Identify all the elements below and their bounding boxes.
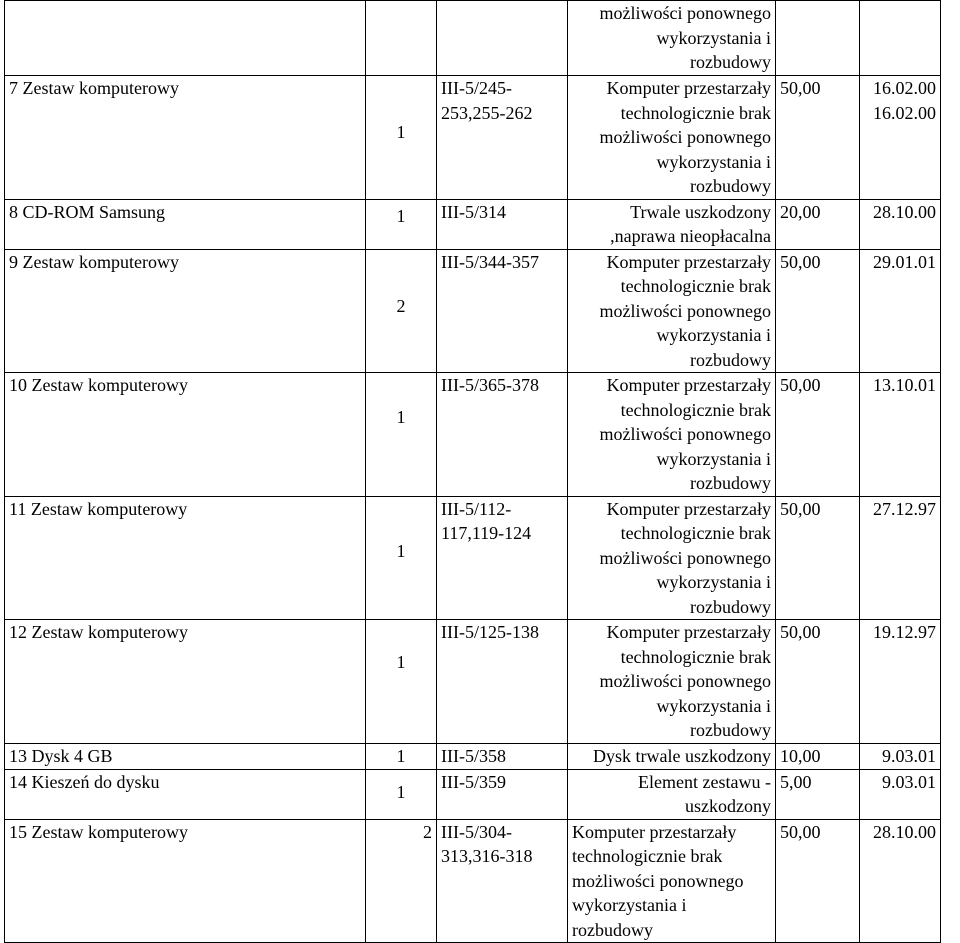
description-line: wykorzystania i bbox=[656, 448, 771, 469]
inventory-number: 313,316-318 bbox=[441, 846, 533, 866]
cell-date bbox=[860, 76, 941, 200]
cell-date bbox=[860, 496, 941, 620]
description-line: Trwale uszkodzony bbox=[630, 201, 771, 222]
cell-name bbox=[5, 769, 366, 819]
cell-date bbox=[860, 819, 941, 943]
item-name: 9 Zestaw komputerowy bbox=[9, 251, 179, 272]
table-row bbox=[5, 373, 941, 497]
item-quantity: 1 bbox=[396, 407, 406, 427]
cell-qty bbox=[366, 373, 437, 497]
cell-qty bbox=[366, 76, 437, 200]
cell-qty bbox=[366, 769, 437, 819]
item-name: 15 Zestaw komputerowy bbox=[9, 821, 188, 842]
document-page bbox=[4, 0, 941, 943]
cell-name bbox=[5, 620, 366, 744]
table-row bbox=[5, 496, 941, 620]
item-name: 13 Dysk 4 GB bbox=[9, 745, 113, 766]
disposal-table bbox=[4, 0, 941, 943]
table-row bbox=[5, 249, 941, 373]
inventory-number: III-5/359 bbox=[441, 771, 506, 792]
table-body bbox=[5, 1, 941, 943]
inventory-number: III-5/304- bbox=[441, 821, 512, 842]
cell-value bbox=[776, 496, 860, 620]
cell-inventory bbox=[437, 769, 568, 819]
inventory-number: 253,255-262 bbox=[441, 102, 533, 123]
description-line: możliwości ponownego bbox=[599, 3, 771, 23]
cell-value bbox=[776, 620, 860, 744]
cell-date bbox=[860, 769, 941, 819]
item-value: 50,00 bbox=[780, 78, 821, 98]
item-value: 5,00 bbox=[780, 771, 812, 792]
cell-date bbox=[860, 249, 941, 373]
table-row bbox=[5, 199, 941, 249]
item-name: 12 Zestaw komputerowy bbox=[9, 622, 188, 642]
item-value: 50,00 bbox=[780, 251, 821, 272]
cell-qty bbox=[366, 743, 437, 769]
description-line: rozbudowy bbox=[690, 176, 771, 196]
item-value: 50,00 bbox=[780, 821, 821, 842]
cell-date bbox=[860, 199, 941, 249]
cell-date bbox=[860, 1, 941, 76]
item-name: 8 CD-ROM Samsung bbox=[9, 201, 166, 222]
cell-inventory bbox=[437, 199, 568, 249]
description-line: technologicznie brak bbox=[620, 102, 771, 123]
cell-description bbox=[568, 199, 776, 249]
description-line: wykorzystania i bbox=[656, 27, 771, 48]
cell-inventory bbox=[437, 1, 568, 76]
cell-name bbox=[5, 199, 366, 249]
item-date: 28.10.00 bbox=[873, 821, 936, 842]
item-date: 19.12.97 bbox=[873, 622, 936, 642]
item-date: 9.03.01 bbox=[882, 745, 936, 766]
description-line: możliwości ponownego bbox=[599, 127, 771, 147]
cell-name bbox=[5, 496, 366, 620]
description-line: rozbudowy bbox=[690, 596, 771, 617]
cell-inventory bbox=[437, 76, 568, 200]
description-line: Dysk trwale uszkodzony bbox=[593, 745, 771, 766]
cell-value bbox=[776, 1, 860, 76]
description-line: rozbudowy bbox=[690, 349, 771, 370]
item-date: 16.02.00 bbox=[873, 78, 936, 98]
description-line: wykorzystania i bbox=[656, 572, 771, 592]
item-date: 9.03.01 bbox=[882, 771, 936, 792]
cell-value bbox=[776, 249, 860, 373]
description-line: możliwości ponownego bbox=[599, 671, 771, 691]
description-line: Komputer przestarzały bbox=[606, 251, 771, 272]
cell-value bbox=[776, 76, 860, 200]
cell-qty bbox=[366, 496, 437, 620]
cell-inventory bbox=[437, 743, 568, 769]
description-line: Element zestawu - bbox=[638, 771, 771, 792]
cell-name bbox=[5, 373, 366, 497]
description-line: możliwości ponownego bbox=[572, 870, 744, 891]
cell-value bbox=[776, 199, 860, 249]
cell-value bbox=[776, 819, 860, 943]
cell-description bbox=[568, 769, 776, 819]
item-value: 50,00 bbox=[780, 375, 821, 395]
cell-description bbox=[568, 743, 776, 769]
description-line: ,naprawa nieopłacalna bbox=[610, 226, 771, 246]
cell-date bbox=[860, 743, 941, 769]
description-line: rozbudowy bbox=[572, 919, 653, 940]
item-date: 16.02.00 bbox=[873, 102, 936, 123]
description-line: możliwości ponownego bbox=[599, 300, 771, 321]
cell-qty bbox=[366, 249, 437, 373]
item-quantity: 1 bbox=[396, 205, 406, 226]
description-line: możliwości ponownego bbox=[599, 424, 771, 444]
cell-qty bbox=[366, 199, 437, 249]
inventory-number: III-5/125-138 bbox=[441, 622, 539, 642]
description-line: Komputer przestarzały bbox=[606, 498, 771, 519]
cell-qty bbox=[366, 620, 437, 744]
inventory-number: III-5/344-357 bbox=[441, 251, 539, 272]
description-line: technologicznie brak bbox=[620, 276, 771, 296]
cell-description bbox=[568, 496, 776, 620]
cell-name bbox=[5, 1, 366, 76]
table-row bbox=[5, 620, 941, 744]
cell-name bbox=[5, 819, 366, 943]
cell-name bbox=[5, 743, 366, 769]
cell-date bbox=[860, 620, 941, 744]
description-line: Komputer przestarzały bbox=[606, 375, 771, 395]
description-line: technologicznie brak bbox=[620, 646, 771, 667]
item-date: 28.10.00 bbox=[873, 201, 936, 222]
cell-inventory bbox=[437, 819, 568, 943]
item-name: 10 Zestaw komputerowy bbox=[9, 375, 188, 395]
table-row bbox=[5, 769, 941, 819]
description-line: technologicznie brak bbox=[620, 523, 771, 543]
cell-inventory bbox=[437, 620, 568, 744]
description-line: wykorzystania i bbox=[656, 695, 771, 716]
description-line: wykorzystania i bbox=[656, 325, 771, 345]
description-line: wykorzystania i bbox=[656, 151, 771, 172]
item-name: 7 Zestaw komputerowy bbox=[9, 78, 179, 98]
item-quantity: 2 bbox=[396, 295, 406, 316]
cell-description bbox=[568, 1, 776, 76]
item-quantity: 2 bbox=[423, 821, 432, 842]
description-line: technologicznie brak bbox=[620, 399, 771, 420]
cell-description bbox=[568, 76, 776, 200]
description-line: rozbudowy bbox=[690, 52, 771, 72]
description-line: Komputer przestarzały bbox=[572, 821, 737, 842]
description-line: uszkodzony bbox=[685, 796, 771, 816]
description-line: wykorzystania i bbox=[572, 895, 687, 915]
cell-name bbox=[5, 249, 366, 373]
item-name: 11 Zestaw komputerowy bbox=[9, 498, 188, 519]
inventory-number: III-5/314 bbox=[441, 201, 506, 222]
item-value: 20,00 bbox=[780, 201, 821, 222]
item-quantity: 1 bbox=[396, 781, 406, 802]
table-row-continued bbox=[5, 1, 941, 76]
cell-inventory bbox=[437, 496, 568, 620]
description-line: Komputer przestarzały bbox=[606, 622, 771, 642]
table-row bbox=[5, 76, 941, 200]
inventory-number: III-5/365-378 bbox=[441, 375, 539, 395]
cell-value bbox=[776, 769, 860, 819]
description-line: Komputer przestarzały bbox=[606, 78, 771, 98]
item-quantity: 1 bbox=[396, 540, 406, 561]
cell-description bbox=[568, 249, 776, 373]
cell-inventory bbox=[437, 373, 568, 497]
cell-inventory bbox=[437, 249, 568, 373]
item-quantity: 1 bbox=[396, 122, 406, 142]
cell-date bbox=[860, 373, 941, 497]
inventory-number: III-5/358 bbox=[441, 745, 506, 766]
cell-qty bbox=[366, 1, 437, 76]
item-date: 27.12.97 bbox=[873, 498, 936, 519]
cell-name bbox=[5, 76, 366, 200]
description-line: możliwości ponownego bbox=[599, 547, 771, 568]
item-date: 13.10.01 bbox=[873, 375, 936, 395]
cell-description bbox=[568, 373, 776, 497]
table-row bbox=[5, 743, 941, 769]
cell-value bbox=[776, 373, 860, 497]
item-date: 29.01.01 bbox=[873, 251, 936, 272]
cell-description bbox=[568, 620, 776, 744]
cell-description bbox=[568, 819, 776, 943]
description-line: technologicznie brak bbox=[572, 846, 723, 866]
cell-qty bbox=[366, 819, 437, 943]
item-value: 10,00 bbox=[780, 745, 821, 766]
table-row bbox=[5, 819, 941, 943]
item-quantity: 1 bbox=[396, 745, 406, 766]
cell-value bbox=[776, 743, 860, 769]
inventory-number: 117,119-124 bbox=[441, 523, 532, 543]
item-name: 14 Kieszeń do dysku bbox=[9, 771, 160, 792]
description-line: rozbudowy bbox=[690, 720, 771, 740]
item-value: 50,00 bbox=[780, 622, 821, 642]
item-value: 50,00 bbox=[780, 498, 821, 519]
item-quantity: 1 bbox=[396, 652, 406, 672]
inventory-number: III-5/245- bbox=[441, 78, 512, 98]
inventory-number: III-5/112- bbox=[441, 498, 512, 519]
description-line: rozbudowy bbox=[690, 473, 771, 493]
